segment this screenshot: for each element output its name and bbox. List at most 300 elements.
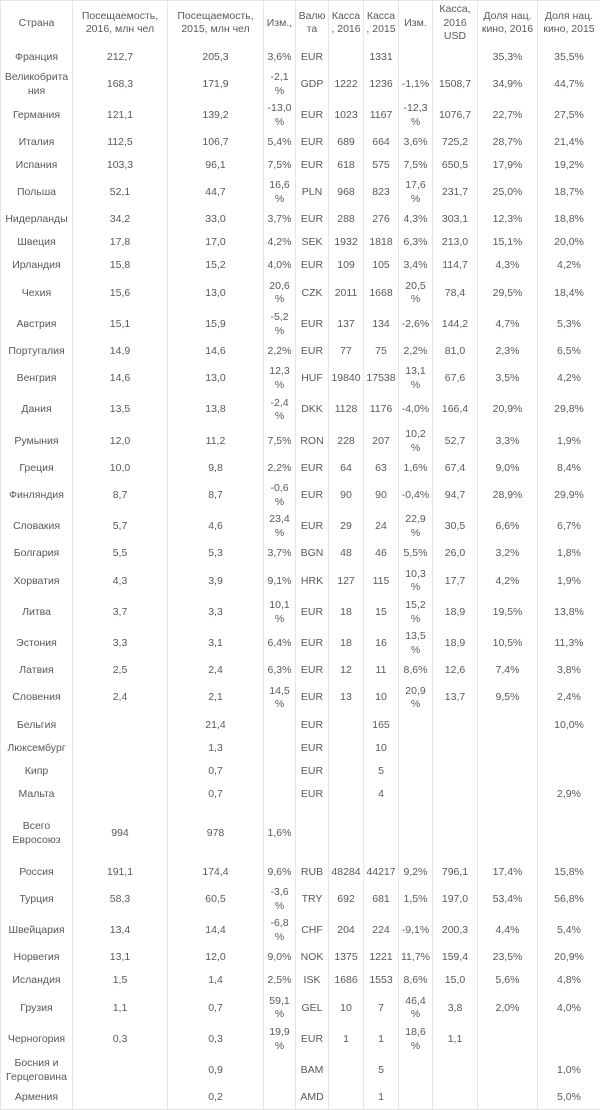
table-cell: 10 (364, 737, 399, 760)
header-cell: Касса, 2016 (329, 1, 364, 46)
table-cell: 3,6% (399, 131, 433, 154)
table-cell: 575 (364, 154, 399, 177)
table-cell: 25,0% (478, 177, 538, 208)
table-cell: 1668 (364, 278, 399, 309)
table-cell (329, 1087, 364, 1110)
table-row (1, 154, 600, 177)
table-cell: 16 (364, 628, 399, 659)
table-cell: 139,2 (168, 100, 264, 131)
table-cell: 134 (364, 309, 399, 340)
table-cell: 17538 (364, 363, 399, 394)
table-cell: 3,9 (168, 566, 264, 597)
table-cell (478, 737, 538, 760)
table-cell: Эстония (1, 628, 73, 659)
table-row (1, 100, 600, 131)
table-cell: 1331 (364, 46, 399, 69)
table-cell: 19,9% (264, 1024, 296, 1055)
table-cell: 1128 (329, 395, 364, 426)
table-cell: 1,1 (73, 993, 168, 1024)
table-cell: Черногория (1, 1024, 73, 1055)
table-cell (329, 806, 364, 818)
table-cell: 67,6 (433, 363, 478, 394)
table-cell: 8,6% (399, 970, 433, 993)
table-cell: Всего Евросоюз (1, 818, 73, 849)
table-cell: 18 (329, 628, 364, 659)
table-cell: 8,6% (399, 660, 433, 683)
table-cell: Латвия (1, 660, 73, 683)
table-cell: 96,1 (168, 154, 264, 177)
table-cell: 20,5% (399, 278, 433, 309)
table-row (1, 806, 600, 818)
header-cell: Посещаемость, 2015, млн чел (168, 1, 264, 46)
table-cell: GEL (296, 993, 329, 1024)
table-cell: 13,0 (168, 363, 264, 394)
table-cell: 2,3% (478, 340, 538, 363)
table-cell: 994 (73, 818, 168, 849)
table-cell: Босния и Герцеговина (1, 1055, 73, 1086)
table-cell: 58,3 (73, 884, 168, 915)
table-cell: 27,5% (538, 100, 600, 131)
table-cell: 18,4% (538, 278, 600, 309)
table-cell (433, 1055, 478, 1086)
table-cell: 15,6 (73, 278, 168, 309)
table-cell: 4,2% (264, 232, 296, 255)
table-cell: 5,6% (478, 970, 538, 993)
table-cell: 968 (329, 177, 364, 208)
table-cell: NOK (296, 947, 329, 970)
table-cell: 1508,7 (433, 69, 478, 100)
table-cell: 4,4% (478, 915, 538, 946)
table-cell (296, 818, 329, 849)
table-cell: 3,7 (73, 597, 168, 628)
table-cell: EUR (296, 660, 329, 683)
table-cell: 205,3 (168, 46, 264, 69)
table-cell: Финляндия (1, 480, 73, 511)
table-cell: Польша (1, 177, 73, 208)
table-cell: 5 (364, 1055, 399, 1086)
table-cell: 5,3% (538, 309, 600, 340)
table-row (1, 1055, 600, 1086)
table-cell: 200,3 (433, 915, 478, 946)
table-cell: 112,5 (73, 131, 168, 154)
table-cell: Испания (1, 154, 73, 177)
table-cell: 14,9 (73, 340, 168, 363)
table-cell: 28,9% (478, 480, 538, 511)
header-cell: Касса, 2016 USD (433, 1, 478, 46)
table-cell: 20,9% (538, 947, 600, 970)
table-cell: EUR (296, 309, 329, 340)
table-row (1, 480, 600, 511)
header-cell: Страна (1, 1, 73, 46)
table-cell: 15,8 (73, 255, 168, 278)
table-cell: 103,3 (73, 154, 168, 177)
table-cell: 4,0% (538, 993, 600, 1024)
table-cell: 288 (329, 209, 364, 232)
table-cell: 2,2% (399, 340, 433, 363)
table-cell: 796,1 (433, 861, 478, 884)
table-cell: 0,7 (168, 760, 264, 783)
table-cell: 228 (329, 426, 364, 457)
table-cell: 13,8% (538, 597, 600, 628)
table-cell: 2,4% (538, 683, 600, 714)
table-cell: 1,6% (264, 818, 296, 849)
table-cell: 5,4% (538, 915, 600, 946)
table-cell: 5,3 (168, 543, 264, 566)
table-cell: 4,2% (538, 363, 600, 394)
table-cell: Германия (1, 100, 73, 131)
table-cell: 0,2 (168, 1087, 264, 1110)
table-cell: 5,7 (73, 511, 168, 542)
table-cell: EUR (296, 597, 329, 628)
table-cell: Греция (1, 457, 73, 480)
table-cell: AMD (296, 1087, 329, 1110)
table-row (1, 947, 600, 970)
table-cell: 9,0% (264, 947, 296, 970)
table-cell: 20,6% (264, 278, 296, 309)
table-cell: 13,7 (433, 683, 478, 714)
table-cell: 4,2% (478, 566, 538, 597)
table-cell: 3,8 (433, 993, 478, 1024)
table-cell: EUR (296, 714, 329, 737)
table-cell: 5,4% (264, 131, 296, 154)
table-cell (478, 783, 538, 806)
table-cell: 15 (364, 597, 399, 628)
table-cell: Великобритания (1, 69, 73, 100)
table-cell: -12,3% (399, 100, 433, 131)
table-cell (264, 737, 296, 760)
table-cell: 13,8 (168, 395, 264, 426)
table-cell: 197,0 (433, 884, 478, 915)
table-cell: EUR (296, 783, 329, 806)
table-cell (73, 783, 168, 806)
table-cell: 9,0% (478, 457, 538, 480)
table-body (1, 46, 600, 1110)
table-cell (433, 714, 478, 737)
table-cell: 5,5% (399, 543, 433, 566)
table-cell: 1,0% (538, 1055, 600, 1086)
table-cell: 2,5 (73, 660, 168, 683)
table-cell: HRK (296, 566, 329, 597)
table-cell: 5,0% (538, 1087, 600, 1110)
table-cell: Исландия (1, 970, 73, 993)
table-cell: 18,7% (538, 177, 600, 208)
table-cell: 10,5% (478, 628, 538, 659)
table-cell: 35,5% (538, 46, 600, 69)
table-row (1, 760, 600, 783)
table-cell (264, 783, 296, 806)
table-row (1, 46, 600, 69)
table-cell: 4,7% (478, 309, 538, 340)
table-cell: 1 (329, 1024, 364, 1055)
table-cell: 11,2 (168, 426, 264, 457)
table-cell: EUR (296, 511, 329, 542)
header-row (1, 1, 600, 46)
table-cell: 21,4 (168, 714, 264, 737)
table-cell (329, 760, 364, 783)
table-cell (399, 737, 433, 760)
header-cell: Изм. (399, 1, 433, 46)
table-cell (168, 849, 264, 861)
table-row (1, 209, 600, 232)
table-cell: 978 (168, 818, 264, 849)
table-cell: 16,6% (264, 177, 296, 208)
table-cell: Чехия (1, 278, 73, 309)
table-header (1, 1, 600, 46)
table-cell: 12,3% (478, 209, 538, 232)
table-cell: 224 (364, 915, 399, 946)
table-cell: 13,4 (73, 915, 168, 946)
table-cell (73, 806, 168, 818)
table-cell: -2,6% (399, 309, 433, 340)
table-row (1, 884, 600, 915)
table-cell: 213,0 (433, 232, 478, 255)
table-cell (478, 1055, 538, 1086)
table-row (1, 177, 600, 208)
table-cell: 115 (364, 566, 399, 597)
table-cell: 81,0 (433, 340, 478, 363)
table-cell (329, 46, 364, 69)
table-cell: 14,6 (73, 363, 168, 394)
table-row (1, 1024, 600, 1055)
table-cell: 10,3% (399, 566, 433, 597)
table-cell (264, 1087, 296, 1110)
table-cell: 28,7% (478, 131, 538, 154)
table-cell: Швеция (1, 232, 73, 255)
table-cell: 15,9 (168, 309, 264, 340)
table-cell: 20,9% (399, 683, 433, 714)
table-cell: 29,5% (478, 278, 538, 309)
table-cell: 13,5 (73, 395, 168, 426)
table-cell: CZK (296, 278, 329, 309)
table-cell: 48284 (329, 861, 364, 884)
table-row (1, 970, 600, 993)
table-cell: Грузия (1, 993, 73, 1024)
table-cell (264, 714, 296, 737)
table-cell: 2,4 (73, 683, 168, 714)
table-cell: HUF (296, 363, 329, 394)
table-cell: 664 (364, 131, 399, 154)
table-cell: 3,2% (478, 543, 538, 566)
table-cell: 109 (329, 255, 364, 278)
table-row (1, 426, 600, 457)
table-cell (73, 714, 168, 737)
table-cell: Ирландия (1, 255, 73, 278)
table-cell: 52,1 (73, 177, 168, 208)
table-cell: 8,7 (168, 480, 264, 511)
table-cell: Швейцария (1, 915, 73, 946)
table-cell: 15,0 (433, 970, 478, 993)
header-cell: Доля нац. кино, 2015 (538, 1, 600, 46)
table-cell (433, 760, 478, 783)
table-cell: 94,7 (433, 480, 478, 511)
table-cell: 1176 (364, 395, 399, 426)
table-cell: 63 (364, 457, 399, 480)
table-row (1, 340, 600, 363)
table-cell: EUR (296, 154, 329, 177)
table-row (1, 543, 600, 566)
table-cell: 23,5% (478, 947, 538, 970)
table-cell: 13 (329, 683, 364, 714)
table-cell: 0,9 (168, 1055, 264, 1086)
table-row (1, 69, 600, 100)
table-cell: 1375 (329, 947, 364, 970)
table-cell: 692 (329, 884, 364, 915)
table-cell: 48 (329, 543, 364, 566)
table-cell (478, 1087, 538, 1110)
table-cell: 34,9% (478, 69, 538, 100)
table-cell: 23,4% (264, 511, 296, 542)
table-cell: 3,1 (168, 628, 264, 659)
table-cell: 14,4 (168, 915, 264, 946)
table-cell: -4,0% (399, 395, 433, 426)
table-cell: 52,7 (433, 426, 478, 457)
table-cell: 33,0 (168, 209, 264, 232)
table-cell: 5,5 (73, 543, 168, 566)
table-cell (264, 849, 296, 861)
table-cell: 1,3 (168, 737, 264, 760)
table-cell (1, 849, 73, 861)
table-cell: 9,6% (264, 861, 296, 884)
table-row (1, 660, 600, 683)
table-cell: 3,3% (478, 426, 538, 457)
table-cell: 56,8% (538, 884, 600, 915)
table-cell: 3,5% (478, 363, 538, 394)
table-cell (73, 849, 168, 861)
table-cell (538, 849, 600, 861)
table-cell (329, 737, 364, 760)
table-row (1, 783, 600, 806)
table-cell: BGN (296, 543, 329, 566)
table-cell (433, 849, 478, 861)
table-cell (433, 1087, 478, 1110)
table-cell (538, 1024, 600, 1055)
table-cell: 1686 (329, 970, 364, 993)
table-cell: 7,4% (478, 660, 538, 683)
table-cell: 30,5 (433, 511, 478, 542)
table-cell: CHF (296, 915, 329, 946)
table-cell: ISK (296, 970, 329, 993)
table-cell (399, 714, 433, 737)
table-cell: EUR (296, 760, 329, 783)
table-row (1, 915, 600, 946)
table-cell (478, 806, 538, 818)
table-cell: GDP (296, 69, 329, 100)
table-cell: 11,7% (399, 947, 433, 970)
table-cell: 22,7% (478, 100, 538, 131)
table-cell: 12,0 (168, 947, 264, 970)
table-cell (478, 849, 538, 861)
table-cell: 3,3 (168, 597, 264, 628)
table-cell: 8,4% (538, 457, 600, 480)
table-cell: 3,8% (538, 660, 600, 683)
table-cell: -0,4% (399, 480, 433, 511)
table-cell: BAM (296, 1055, 329, 1086)
table-cell: 127 (329, 566, 364, 597)
table-cell: 29,8% (538, 395, 600, 426)
table-cell: 11,3% (538, 628, 600, 659)
table-cell: 1932 (329, 232, 364, 255)
table-cell: 15,2% (399, 597, 433, 628)
table-cell (73, 1087, 168, 1110)
table-cell: 35,3% (478, 46, 538, 69)
table-cell: 1 (364, 1024, 399, 1055)
table-cell: EUR (296, 209, 329, 232)
table-cell: 6,7% (538, 511, 600, 542)
table-cell: 10,0% (538, 714, 600, 737)
table-cell: EUR (296, 737, 329, 760)
table-cell: 22,9% (399, 511, 433, 542)
table-cell: 53,4% (478, 884, 538, 915)
table-row (1, 395, 600, 426)
table-cell: 46,4% (399, 993, 433, 1024)
table-cell: 44217 (364, 861, 399, 884)
table-cell: Турция (1, 884, 73, 915)
table-cell: EUR (296, 480, 329, 511)
table-row (1, 457, 600, 480)
table-cell: 29,9% (538, 480, 600, 511)
table-cell (329, 714, 364, 737)
table-cell: 18,6% (399, 1024, 433, 1055)
table-cell: -2,1% (264, 69, 296, 100)
table-cell: Словения (1, 683, 73, 714)
table-cell: 171,9 (168, 69, 264, 100)
table-cell: 2,2% (264, 457, 296, 480)
table-cell (329, 818, 364, 849)
table-cell: 17,8 (73, 232, 168, 255)
table-cell: 231,7 (433, 177, 478, 208)
table-cell: 681 (364, 884, 399, 915)
table-cell: 823 (364, 177, 399, 208)
table-cell (399, 46, 433, 69)
table-cell: 0,7 (168, 993, 264, 1024)
table-cell (399, 849, 433, 861)
table-cell: 4,8% (538, 970, 600, 993)
table-cell: 114,7 (433, 255, 478, 278)
table-cell: Румыния (1, 426, 73, 457)
table-cell: 15,2 (168, 255, 264, 278)
table-cell: Словакия (1, 511, 73, 542)
table-cell: Италия (1, 131, 73, 154)
table-cell: EUR (296, 457, 329, 480)
table-cell (478, 1024, 538, 1055)
table-cell: 90 (329, 480, 364, 511)
table-cell: 1,9% (538, 426, 600, 457)
table-cell: EUR (296, 340, 329, 363)
table-cell: 6,3% (399, 232, 433, 255)
table-cell: Люксембург (1, 737, 73, 760)
table-cell: 174,4 (168, 861, 264, 884)
table-cell: 4,3% (399, 209, 433, 232)
table-cell: 17,9% (478, 154, 538, 177)
table-cell: 1,8% (538, 543, 600, 566)
table-cell: 166,4 (433, 395, 478, 426)
table-cell: 17,6% (399, 177, 433, 208)
table-cell: 10 (364, 683, 399, 714)
table-cell (364, 818, 399, 849)
table-cell: 10,0 (73, 457, 168, 480)
table-cell: 20,0% (538, 232, 600, 255)
table-cell: 3,6% (264, 46, 296, 69)
table-cell: 4 (364, 783, 399, 806)
table-cell: 303,1 (433, 209, 478, 232)
table-cell (364, 849, 399, 861)
table-cell: 18,9 (433, 597, 478, 628)
table-cell: 15,1% (478, 232, 538, 255)
table-cell: 26,0 (433, 543, 478, 566)
table-cell: EUR (296, 683, 329, 714)
header-cell: Изм., (264, 1, 296, 46)
table-cell: 689 (329, 131, 364, 154)
